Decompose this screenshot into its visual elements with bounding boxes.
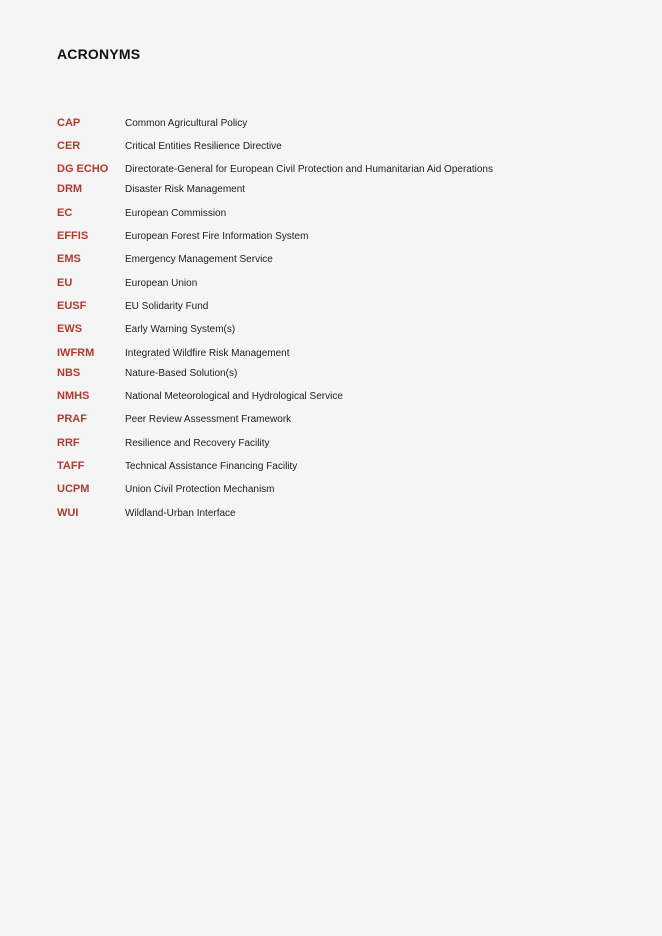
acronym-abbreviation: RRF <box>57 437 80 449</box>
acronym-abbreviation: EMS <box>57 253 81 265</box>
acronym-row <box>57 250 273 268</box>
acronym-row <box>57 410 291 428</box>
acronym-definition: Resilience and Recovery Facility <box>125 437 270 449</box>
acronym-abbreviation: UCPM <box>57 483 90 495</box>
acronym-definition: EU Solidarity Fund <box>125 300 209 312</box>
acronym-definition: European Union <box>125 277 198 289</box>
acronym-row <box>57 504 236 522</box>
acronym-definition: Early Warning System(s) <box>125 323 236 335</box>
acronym-definition: Common Agricultural Policy <box>125 117 248 129</box>
acronym-row <box>57 344 290 362</box>
acronym-row <box>57 114 247 132</box>
acronym-definition: Peer Review Assessment Framework <box>125 413 292 425</box>
acronym-definition: Directorate-General for European Civil Protection and Humanitarian Aid Operations <box>125 163 493 175</box>
acronym-row <box>57 320 235 338</box>
acronym-row <box>57 297 208 315</box>
acronym-row <box>57 387 343 405</box>
acronym-definition: Integrated Wildfire Risk Management <box>125 347 290 359</box>
acronym-abbreviation: EUSF <box>57 300 87 312</box>
acronym-definition: Wildland-Urban Interface <box>125 507 236 519</box>
acronym-definition: Critical Entities Resilience Directive <box>125 140 282 152</box>
acronym-definition: European Commission <box>125 207 227 219</box>
acronym-abbreviation: NBS <box>57 367 81 379</box>
acronym-row <box>57 137 282 155</box>
acronym-abbreviation: IWFRM <box>57 347 95 359</box>
acronym-abbreviation: NMHS <box>57 390 90 402</box>
acronym-row <box>57 160 493 178</box>
acronym-abbreviation: EC <box>57 207 73 219</box>
acronym-abbreviation: DG ECHO <box>57 163 109 175</box>
acronym-row <box>57 204 226 222</box>
acronym-abbreviation: WUI <box>57 507 79 519</box>
acronym-abbreviation: PRAF <box>57 413 87 425</box>
acronym-abbreviation: TAFF <box>57 460 85 472</box>
acronym-definition: European Forest Fire Information System <box>125 230 309 242</box>
acronym-definition: Union Civil Protection Mechanism <box>125 483 275 495</box>
acronym-definition: Disaster Risk Management <box>125 183 246 195</box>
acronym-definition: Emergency Management Service <box>125 253 273 265</box>
acronym-definition: Technical Assistance Financing Facility <box>125 460 298 472</box>
acronym-row <box>57 227 308 245</box>
acronym-row <box>57 480 275 498</box>
acronym-row <box>57 457 297 475</box>
acronym-row <box>57 434 270 452</box>
acronym-row <box>57 364 237 382</box>
acronym-abbreviation: EFFIS <box>57 230 89 242</box>
acronym-definition: National Meteorological and Hydrological Service <box>125 390 343 402</box>
acronym-row <box>57 274 197 292</box>
acronym-abbreviation: CER <box>57 140 81 152</box>
acronym-abbreviation: EWS <box>57 323 83 335</box>
page-title: ACRONYMS <box>57 46 141 62</box>
acronym-abbreviation: EU <box>57 277 73 289</box>
acronym-definition: Nature-Based Solution(s) <box>125 367 238 379</box>
acronym-row <box>57 180 245 198</box>
acronym-abbreviation: DRM <box>57 183 83 195</box>
acronym-abbreviation: CAP <box>57 117 81 129</box>
